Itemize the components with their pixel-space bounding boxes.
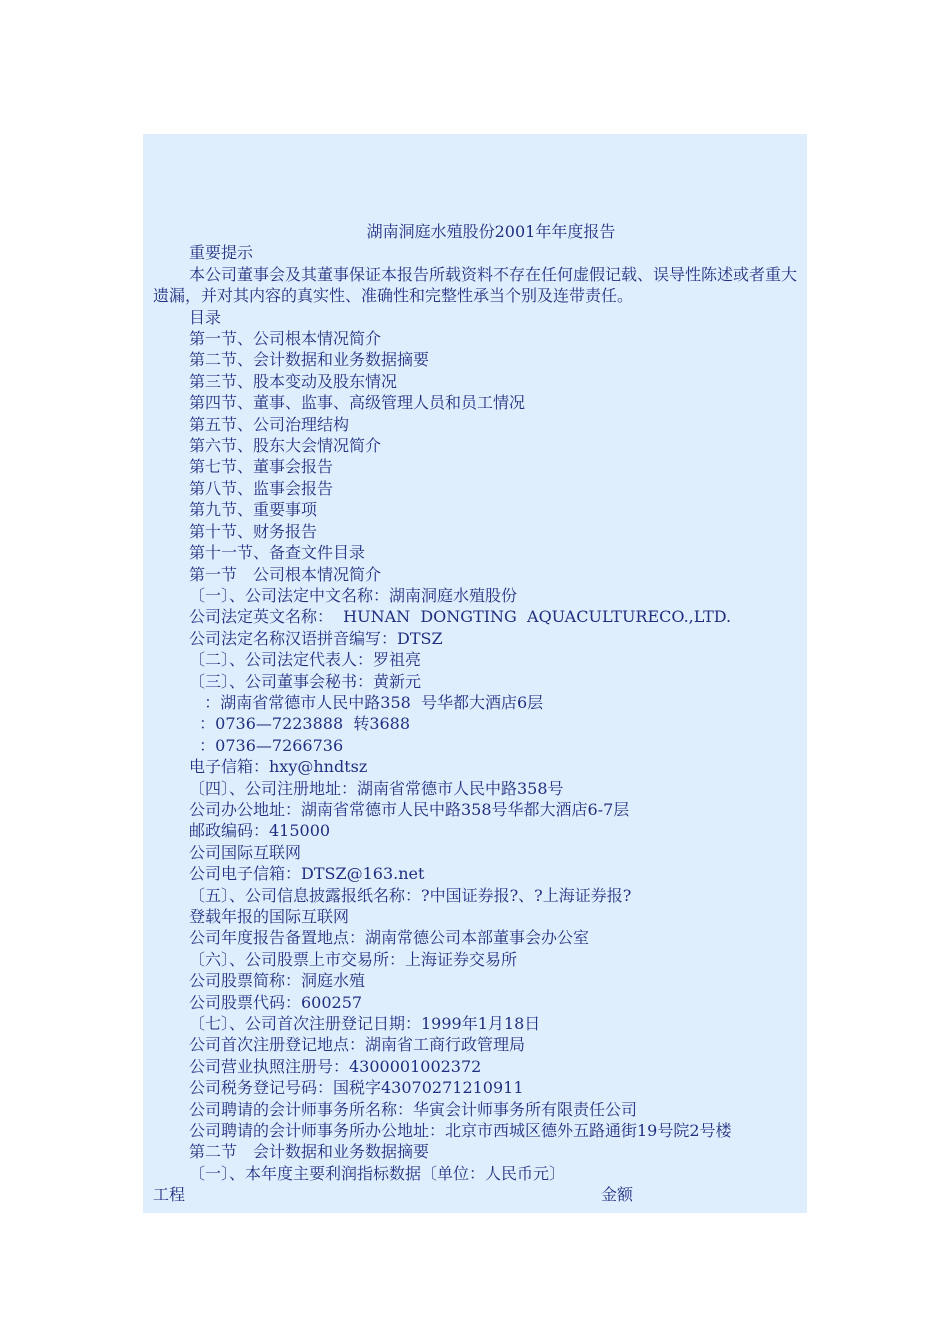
toc-item: 第二节、会计数据和业务数据摘要 [189,350,430,370]
info-line: 〔一〕、本年度主要利润指标数据〔单位：人民币元〕 [189,1163,566,1183]
info-line: 〔七〕、公司首次注册登记日期：1999年1月18日 [189,1014,541,1034]
toc-item: 第九节、重要事项 [189,500,318,520]
info-line: 公司聘请的会计师事务所名称：华寅会计师事务所有限责任公司 [189,1099,638,1119]
toc-item: 第一节、公司根本情况简介 [189,329,382,349]
info-line: 公司法定英文名称： HUNAN DONGTING AQUACULTURECO.,LTD. [189,607,732,627]
important-notice-label: 重要提示 [189,243,254,263]
info-line: 〔五〕、公司信息披露报纸名称：?中国证券报?、?上海证券报? [189,885,632,905]
info-line: 公司电子信箱：DTSZ@163.net [189,864,425,884]
toc-item: 第十节、财务报告 [189,521,318,541]
info-line: 第二节 会计数据和业务数据摘要 [189,1142,430,1162]
info-line: 〔六〕、公司股票上市交易所：上海证券交易所 [189,949,518,969]
table-header-row [153,1184,799,1205]
table-header-amount: 金额 [601,1185,634,1205]
info-line: 〔四〕、公司注册地址：湖南省常德市人民中路358号 [189,778,564,798]
toc-item: 第十一节、备查文件目录 [189,543,366,563]
info-line: 公司年度报告备置地点：湖南常德公司本部董事会办公室 [189,928,590,948]
document-body [153,221,799,1206]
info-line: 公司国际互联网 [189,842,302,862]
info-line: 公司股票简称：洞庭水殖 [189,971,366,991]
info-line: 公司办公地址：湖南省常德市人民中路358号华都大酒店6-7层 [189,799,630,819]
table-header-item: 工程 [153,1185,186,1205]
info-line: ：湖南省常德市人民中路358 号华都大酒店6层 [189,692,544,712]
info-line: 公司首次注册登记地点：湖南省工商行政管理局 [189,1035,526,1055]
info-line: 公司聘请的会计师事务所办公地址：北京市西城区德外五路通街19号院2号楼 [189,1121,732,1141]
document-title: 湖南洞庭水殖股份2001年年度报告 [366,222,616,241]
toc-item: 第五节、公司治理结构 [189,414,350,434]
toc-item: 第七节、董事会报告 [189,457,334,477]
toc-item: 第四节、董事、监事、高级管理人员和员工情况 [189,393,526,413]
info-line: 邮政编码：415000 [189,821,331,841]
info-line: 电子信箱：hxy@hndtsz [189,757,368,777]
info-line: 公司法定名称汉语拼音编写：DTSZ [189,628,443,648]
info-line: 第一节 公司根本情况简介 [189,564,382,584]
info-line: 公司营业执照注册号：4300001002372 [189,1056,482,1076]
info-line: ：0736—7223888 转3688 [189,714,411,734]
info-line: ：0736—7266736 [189,735,344,755]
info-line: 〔二〕、公司法定代表人：罗祖亮 [189,650,422,670]
info-line: 〔三〕、公司董事会秘书：黄新元 [189,671,422,691]
company-info-lines [153,564,799,1185]
toc-item: 第三节、股本变动及股东情况 [189,371,398,391]
table-of-contents [153,328,799,563]
info-line: 〔一〕、公司法定中文名称：湖南洞庭水殖股份 [189,585,518,605]
toc-item: 第六节、股东大会情况简介 [189,436,382,456]
toc-label: 目录 [189,307,222,327]
toc-item: 第八节、监事会报告 [189,478,334,498]
notice-paragraph: 本公司董事会及其董事保证本报告所载资料不存在任何虚假记载、误导性陈述或者重大遗漏，并对其内容的真实性、准确性和完整性承当个别及连带责任。 [153,264,798,306]
info-line: 公司股票代码：600257 [189,992,363,1012]
info-line: 公司税务登记号码：国税字43070271210911 [189,1078,524,1098]
info-line: 登载年报的国际互联网 [189,907,350,926]
